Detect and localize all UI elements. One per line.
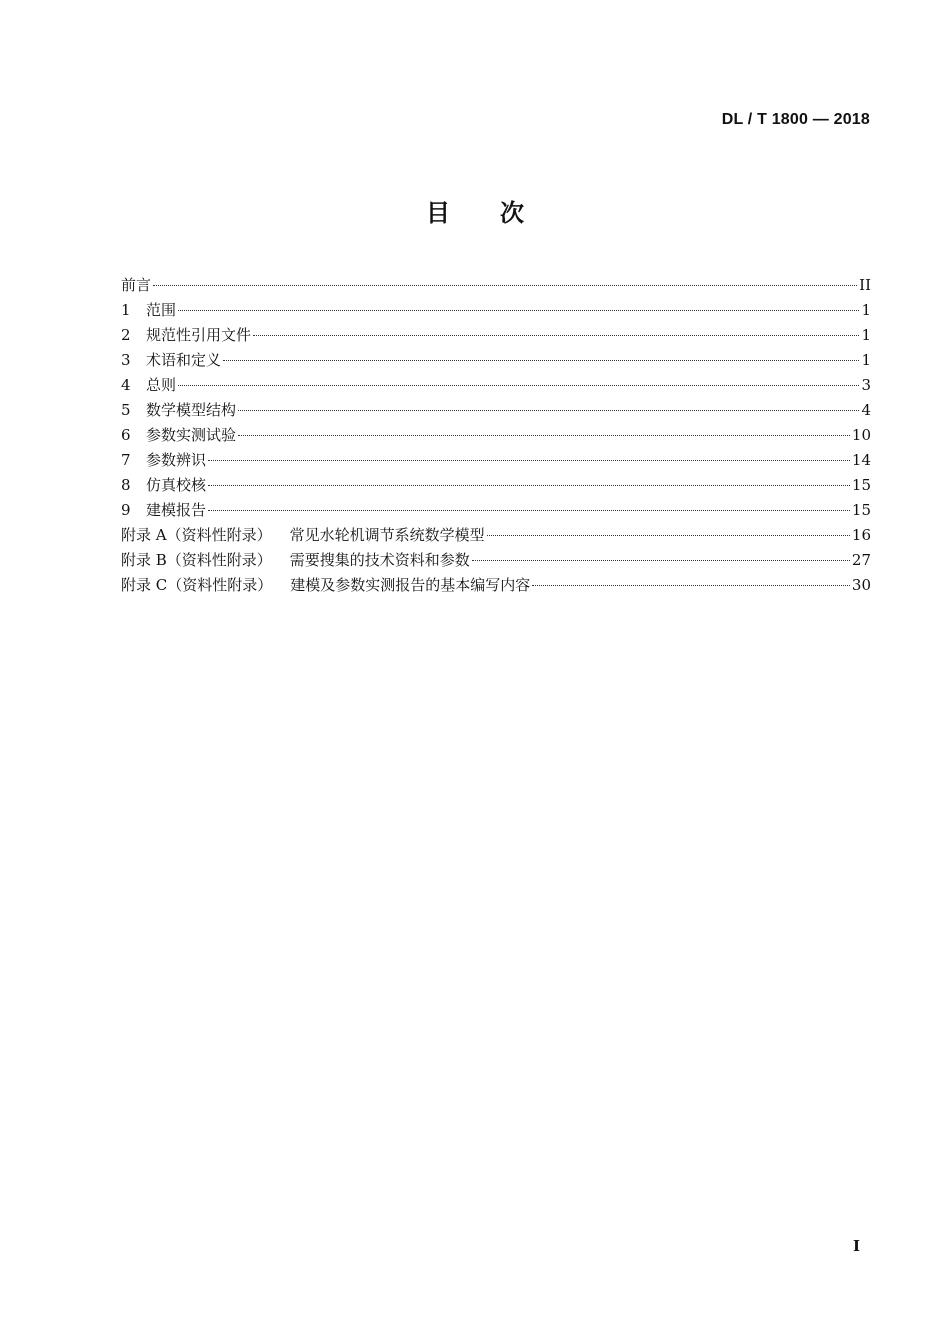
toc-page: 3 xyxy=(861,376,871,394)
table-of-contents xyxy=(121,273,871,598)
toc-number: 8 xyxy=(121,476,131,494)
toc-label: 前言 xyxy=(121,276,152,294)
toc-appendix-title: 常见水轮机调节系统数学模型 xyxy=(289,526,485,544)
toc-page: II xyxy=(859,276,871,294)
toc-page: 4 xyxy=(861,401,871,419)
toc-entry-2[interactable] xyxy=(121,323,871,348)
toc-number: 3 xyxy=(121,351,131,369)
toc-label: 附录 A（资料性附录） xyxy=(121,526,272,544)
toc-entry-1[interactable] xyxy=(121,298,871,323)
toc-page: 10 xyxy=(851,426,871,444)
toc-page: 15 xyxy=(851,501,871,519)
toc-number: 4 xyxy=(121,376,131,394)
toc-label: 附录 B（资料性附录） xyxy=(121,551,272,569)
toc-leader xyxy=(208,510,850,511)
document-code: DL / T 1800 — 2018 xyxy=(721,111,870,128)
toc-entry-7[interactable] xyxy=(121,448,871,473)
toc-leader xyxy=(253,335,859,336)
toc-entry-3[interactable] xyxy=(121,348,871,373)
toc-label: 范围 xyxy=(146,301,177,319)
toc-leader xyxy=(153,285,857,286)
toc-leader xyxy=(487,535,850,536)
toc-label: 总则 xyxy=(146,376,177,394)
toc-entry-appendix-a[interactable] xyxy=(121,523,871,548)
toc-page: 15 xyxy=(851,476,871,494)
toc-number: 9 xyxy=(121,501,131,519)
toc-leader xyxy=(178,310,859,311)
toc-entry-appendix-c[interactable] xyxy=(121,573,871,598)
toc-page: 16 xyxy=(851,526,871,544)
toc-entry-foreword[interactable] xyxy=(121,273,871,298)
toc-leader xyxy=(223,360,859,361)
toc-appendix-title: 需要搜集的技术资料和参数 xyxy=(289,551,470,569)
toc-leader xyxy=(532,585,850,586)
toc-number: 5 xyxy=(121,401,131,419)
toc-page: 1 xyxy=(861,326,871,344)
page-title: 目次 xyxy=(426,199,574,227)
toc-number: 7 xyxy=(121,451,131,469)
toc-page: 1 xyxy=(861,351,871,369)
toc-page: 14 xyxy=(851,451,871,469)
toc-entry-appendix-b[interactable] xyxy=(121,548,871,573)
page-number: I xyxy=(852,1237,860,1255)
toc-label: 参数实测试验 xyxy=(146,426,237,444)
toc-number: 1 xyxy=(121,301,131,319)
toc-leader xyxy=(178,385,859,386)
toc-entry-4[interactable] xyxy=(121,373,871,398)
toc-entry-9[interactable] xyxy=(121,498,871,523)
toc-entry-5[interactable] xyxy=(121,398,871,423)
toc-entry-6[interactable] xyxy=(121,423,871,448)
toc-leader xyxy=(208,460,850,461)
toc-appendix-title: 建模及参数实测报告的基本编写内容 xyxy=(290,576,531,594)
toc-label: 附录 C（资料性附录） xyxy=(121,576,273,594)
toc-leader xyxy=(238,435,850,436)
toc-page: 1 xyxy=(861,301,871,319)
toc-number: 2 xyxy=(121,326,131,344)
toc-label: 仿真校核 xyxy=(146,476,207,494)
toc-label: 参数辨识 xyxy=(146,451,207,469)
toc-page: 30 xyxy=(851,576,871,594)
toc-label: 规范性引用文件 xyxy=(146,326,252,344)
toc-label: 术语和定义 xyxy=(146,351,222,369)
toc-leader xyxy=(208,485,850,486)
toc-label: 数学模型结构 xyxy=(146,401,237,419)
toc-number: 6 xyxy=(121,426,131,444)
toc-label: 建模报告 xyxy=(146,501,207,519)
toc-page: 27 xyxy=(851,551,871,569)
toc-entry-8[interactable] xyxy=(121,473,871,498)
toc-leader xyxy=(472,560,850,561)
toc-leader xyxy=(238,410,859,411)
